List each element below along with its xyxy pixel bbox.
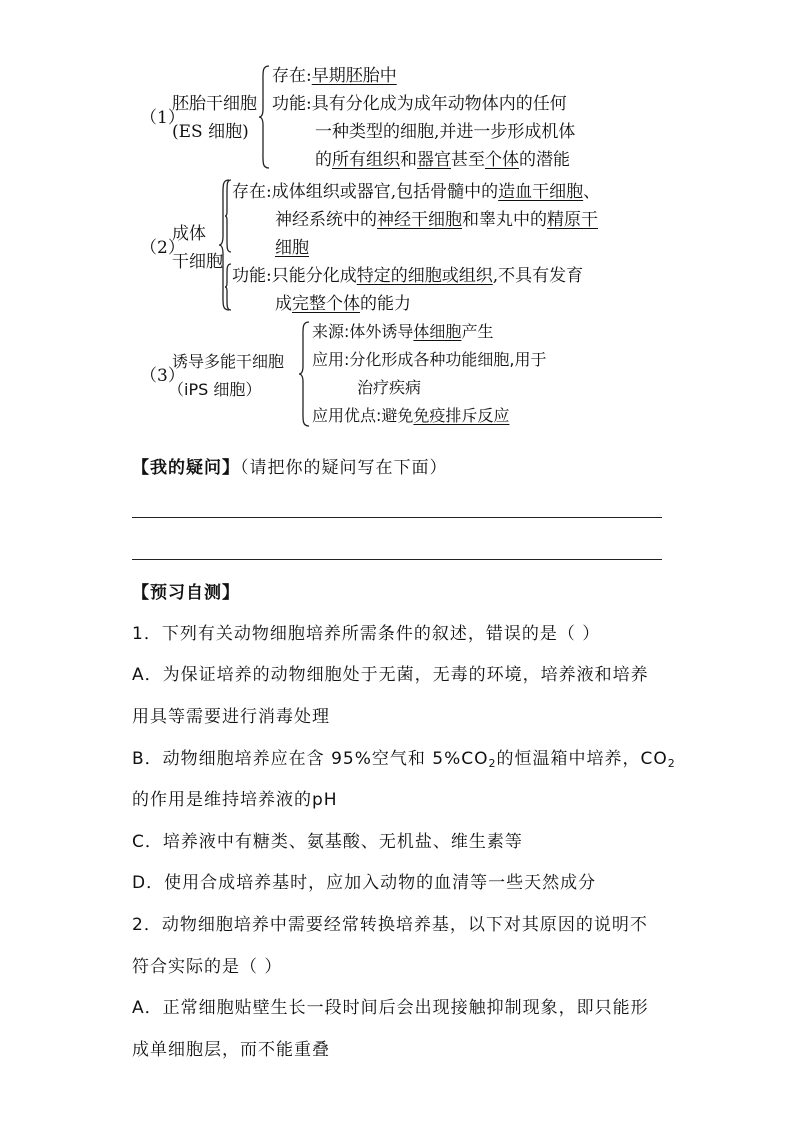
q1-option-a-line-2: 用具等需要进行消毒处理 [132, 707, 330, 727]
text: 的潜能 [519, 150, 570, 170]
question-2-line-1: 2．动物细胞培养中需要经常转换培养基，以下对其原因的说明不 [132, 915, 648, 935]
text: 甚至 [451, 150, 485, 170]
text: 和睾丸中的 [462, 210, 547, 230]
section-3-advantage [312, 402, 509, 430]
apply-label: 应用: [312, 350, 350, 369]
section-2-exist-line-3 [275, 234, 309, 262]
func-text: 具有分化成为成年动物体内的任何 [311, 94, 567, 114]
underlined-text: 所有组织 [332, 150, 400, 170]
section-3-number: （3） [140, 366, 185, 386]
subscript: 2 [488, 757, 497, 770]
my-question-heading [132, 455, 448, 481]
text: 体外诱导 [349, 322, 414, 341]
text: 成 [275, 294, 292, 314]
q1-option-d: D．使用合成培养基时，应加入动物的血清等一些天然成分 [132, 873, 597, 893]
question-1: 1．下列有关动物细胞培养所需条件的叙述，错误的是（ ） [132, 624, 601, 644]
text: 神经系统中的 [275, 210, 377, 230]
underlined-text: 器官 [417, 150, 451, 170]
exist-value: 早期胚胎中 [311, 66, 397, 86]
underlined-text: 完整个体 [292, 294, 360, 314]
underlined-text: 精原干 [547, 210, 598, 230]
preview-title: 【预习自测】 [132, 583, 240, 603]
text: 分化形成各种功能细胞,用于 [349, 350, 547, 369]
section-1-func-line-1 [272, 90, 567, 118]
q2-option-a-line-2: 成单细胞层，而不能重叠 [132, 1040, 330, 1060]
func-label: 功能: [272, 94, 312, 114]
my-question-hint: （请把你的疑问写在下面） [240, 458, 448, 478]
my-question-title: 【我的疑问】 [132, 458, 240, 478]
underlined-text: 体细胞 [413, 322, 462, 341]
section-2-number: （2） [140, 238, 185, 258]
section-1-exist [272, 62, 397, 90]
text: B．动物细胞培养应在含 95%空气和 5%CO [132, 749, 489, 769]
underlined-text: 神经干细胞 [377, 210, 462, 230]
text: 、 [583, 182, 601, 202]
section-1-brace [258, 64, 270, 170]
underlined-text: 个体 [485, 150, 519, 170]
source-label: 来源: [312, 322, 350, 341]
underlined-text: 细胞 [275, 238, 309, 258]
answer-line-1[interactable] [132, 517, 662, 518]
section-3-brace [298, 320, 310, 428]
section-2-name-1: 成体 [172, 224, 206, 244]
underlined-text: 造血干细胞 [498, 182, 584, 202]
section-2-func-line-1 [232, 262, 583, 290]
underlined-text: 免疫排斥反应 [413, 406, 510, 425]
section-1-abbr: (ES 细胞) [172, 122, 249, 142]
section-1-name: 胚胎干细胞 [172, 94, 257, 114]
text: 和 [400, 150, 417, 170]
section-1-func-line-2: 一种类型的细胞,并进一步形成机体 [315, 122, 576, 142]
section-3-apply-line-1 [312, 346, 547, 374]
advantage-label: 应用优点: [312, 406, 382, 425]
subscript: 2 [667, 757, 676, 770]
section-2-func-line-2 [275, 290, 411, 318]
section-2-exist-line-2 [275, 206, 598, 234]
section-2-exist-line-1 [232, 178, 600, 206]
section-3-source [312, 318, 493, 346]
text: 避免 [381, 406, 414, 425]
text: 只能分化成 [271, 266, 357, 286]
text: 的 [315, 150, 332, 170]
underlined-text: 特定的细胞或组织 [356, 266, 493, 286]
q1-option-c: C．培养液中有糖类、氨基酸、无机盐、维生素等 [132, 832, 523, 852]
text: ,不具有发育 [492, 266, 584, 286]
section-3-name: 诱导多能干细胞 [172, 352, 285, 371]
text: 成体组织或器官,包括骨髓中的 [271, 182, 499, 202]
func-label: 功能: [232, 266, 272, 286]
section-1-func-line-3 [315, 146, 570, 174]
section-3-apply-line-2: 治疗疾病 [357, 378, 422, 397]
section-1-number: （1） [140, 108, 185, 128]
text: 的能力 [360, 294, 411, 314]
exist-label: 存在: [272, 66, 312, 86]
q1-option-b-line-2: 的作用是维持培养液的pH [132, 790, 338, 810]
answer-line-2[interactable] [132, 559, 662, 560]
section-2-name-2: 干细胞 [172, 252, 223, 272]
section-2-sub-brace-1 [224, 178, 232, 254]
exist-label: 存在: [232, 182, 272, 202]
text: 的恒温箱中培养，CO [496, 749, 668, 769]
text: 产生 [461, 322, 494, 341]
q1-option-b-line-1 [132, 746, 676, 777]
section-3-abbr: （iPS 细胞） [168, 380, 262, 399]
q2-option-a-line-1: A．正常细胞贴壁生长一段时间后会出现接触抑制现象，即只能形 [132, 998, 649, 1018]
section-2-sub-brace-2 [224, 262, 232, 312]
question-2-line-2: 符合实际的是（ ） [132, 957, 283, 977]
q1-option-a-line-1: A．为保证培养的动物细胞处于无菌，无毒的环境，培养液和培养 [132, 665, 649, 685]
